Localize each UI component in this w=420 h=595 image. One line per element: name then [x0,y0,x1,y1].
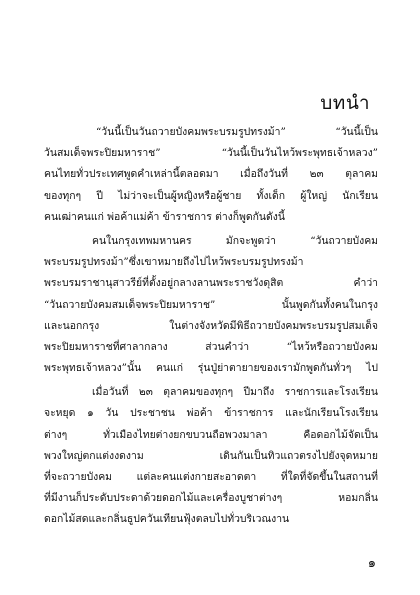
paragraph-1-line: วันสมเด็จพระปิยมหาราช” “วันนี้เป็นวันไหว้พระพุทธเจ้าหลวง” [44,147,378,160]
page-number: ๑ [367,556,376,571]
paragraph-1-line: คนเฒ่าคนแก่ พ่อค้าแม่ค้า ข้าราชการ ต่างก็พูดกันดังนี้ [44,210,285,223]
paragraph-2-line: พระปิยมหาราชที่ศาลากลาง ส่วนคำว่า “ไหว้หรือถวายบังคม [44,340,378,353]
paragraph-2-line: พระบรมรูปทรงม้า”ซึ่งเขาหมายถึงไปไหว้พระบรมรูปทรงม้า [44,256,304,269]
paragraph-3-line: ที่มีงานก็ประดับประดาด้วยดอกไม้และเครื่องบูชาต่างๆ หอมกลิ่น [44,492,378,505]
paragraph-2-line: พระพุทธเจ้าหลวง”นั้น คนแก่ รุ่นปู่ย่าตายายของเรามักพูดกันทั่วๆ ไป [44,362,378,375]
paragraph-3-line: ต่างๆ ทั่วเมืองไทยต่างยกขบวนถือพวงมาลา คือดอกไม้จัดเป็น [44,428,378,441]
paragraph-2-line: และนอกกรุง ในต่างจังหวัดมีพิธีถวายบังคมพระบรมรูปสมเด็จ [44,319,378,332]
paragraph-3-line: ดอกไม้สดและกลิ่นธูปควันเทียนฟุ้งตลบไปทั่วบริเวณงาน [44,513,290,526]
paragraph-3-line: พวงใหญ่ตกแต่งงดงาม เดินกันเป็นทิวแถวตรงไปยังจุดหมาย [44,449,378,462]
paragraph-2-line: พระบรมราชานุสาวรีย์ที่ตั้งอยู่กลางลานพระราชวังดุสิต คำว่า [44,277,378,290]
paragraph-3-line: เมื่อวันที่ ๒๓ ตุลาคมของทุกๆ ปีมาถึง ราชการและโรงเรียน [92,386,378,399]
paragraph-1-line: คนไทยทั่วประเทศพูดคำเหล่านี้ตลอดมา เมื่อถึงวันที่ ๒๓ ตุลาคม [44,168,378,181]
paragraph-1-line: ของทุกๆ ปี ไม่ว่าจะเป็นผู้หญิงหรือผู้ชาย ทั้งเด็ก ผู้ใหญ่ นักเรียน [44,189,378,202]
paragraph-1-line: “วันนี้เป็นวันถวายบังคมพระบรมรูปทรงม้า” “วันนี้เป็น [96,126,378,138]
paragraph-3-line: ที่จะถวายบังคม แต่ละคนแต่งกายสะอาดตา ที่ใดที่จัดขึ้นในสถานที่ [44,471,378,483]
paragraph-2-line: คนในกรุงเทพมหานคร มักจะพูดว่า “วันถวายบังคม [92,234,378,247]
body-text [44,122,378,531]
paragraph-2-line: “วันถวายบังคมสมเด็จพระปิยมหาราช” นั้นพูดกันทั้งคนในกรุง [44,298,378,311]
paragraph-3-line: จะหยุด ๑ วัน ประชาชน พ่อค้า ข้าราชการ และนักเรียนโรงเรียน [44,407,378,420]
chapter-heading: บทนำ [320,92,370,114]
